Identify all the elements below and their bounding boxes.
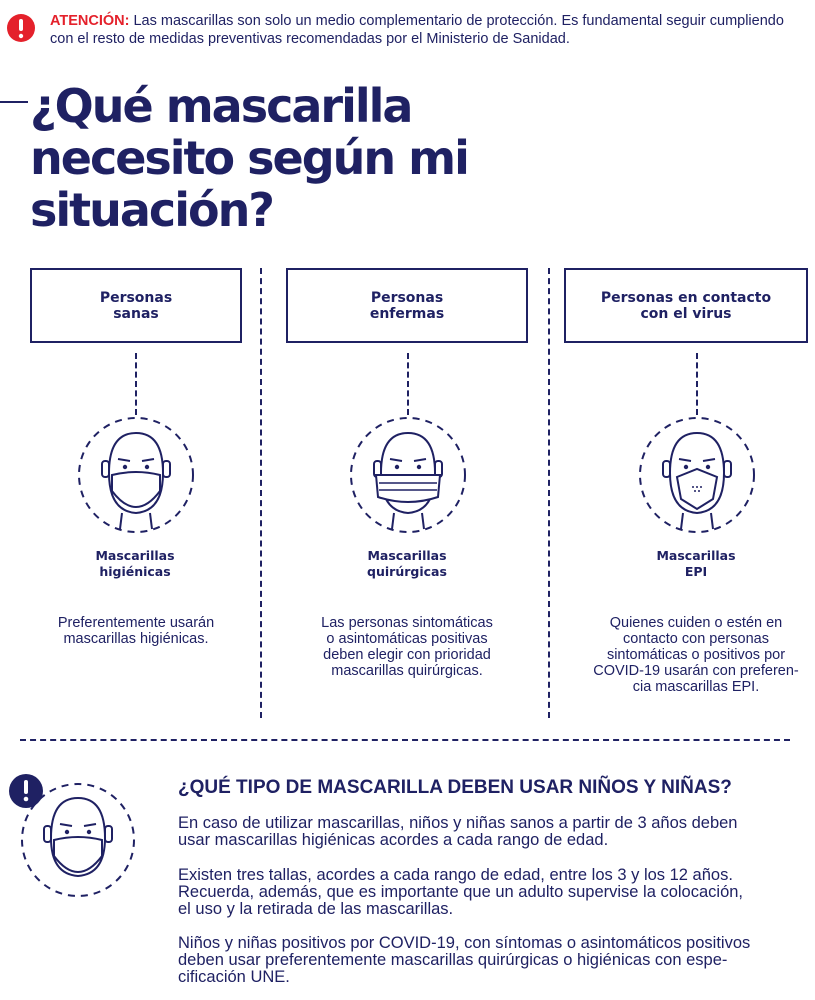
surgical-mask-face-icon xyxy=(348,415,468,535)
connector-line xyxy=(135,353,137,415)
kids-section-title: ¿QUÉ TIPO DE MASCARILLA DEBEN USAR NIÑOS Y NIÑAS? xyxy=(178,777,732,798)
mask-description: Preferentemente usarán mascarillas higiénicas. xyxy=(57,615,215,647)
page-title: ¿Qué mascarilla necesito según mi situación? xyxy=(30,79,468,237)
mask-description: Quienes cuiden o estén en contacto con personas sintomáticas o positivos por COVID-19 usarán con preferen- cia mascarillas EPI. xyxy=(593,615,799,695)
mask-type-label: Mascarillas higiénicas xyxy=(95,548,175,579)
mask-type-label: Mascarillas EPI xyxy=(656,548,736,579)
category-label: Personas enfermas xyxy=(369,289,445,322)
connector-line xyxy=(407,353,409,415)
category-box-healthy xyxy=(30,268,242,343)
epi-mask-face-icon xyxy=(637,415,757,535)
mask-type-label: Mascarillas quirúrgicas xyxy=(367,548,447,579)
child-mask-face-icon xyxy=(5,770,135,900)
category-box-sick xyxy=(286,268,528,343)
mask-description: Las personas sintomáticas o asintomáticas positivas deben elegir con prioridad mascarillas quirúrgicas. xyxy=(321,615,493,679)
exclamation-icon xyxy=(6,13,36,43)
column-separator xyxy=(548,268,550,718)
kids-paragraph: En caso de utilizar mascarillas, niños y niñas sanos a partir de 3 años deben usar mascarillas higiénicas acordes a cada rango de edad. xyxy=(178,814,738,849)
connector-line xyxy=(696,353,698,415)
category-label: Personas en contacto con el virus xyxy=(600,289,772,322)
warning-banner xyxy=(50,12,790,48)
kids-paragraph: Niños y niñas positivos por COVID-19, con síntomas o asintomáticos positivos deben usar preferentemente mascarillas quirúrgicas o higiénicas con espe- cificación UNE. xyxy=(178,934,751,986)
column-separator xyxy=(260,268,262,718)
category-box-contact xyxy=(564,268,808,343)
title-rule xyxy=(0,101,28,103)
warning-label: ATENCIÓN: xyxy=(50,13,130,29)
section-separator xyxy=(20,739,790,741)
hygienic-mask-face-icon xyxy=(76,415,196,535)
warning-text: Las mascarillas son solo un medio complementario de protección. Es fundamental seguir cumpliendo con el resto de medidas preventivas recomendadas por el Ministerio de Sanidad. xyxy=(50,13,784,47)
category-label: Personas sanas xyxy=(99,289,173,322)
kids-paragraph: Existen tres tallas, acordes a cada rango de edad, entre los 3 y los 12 años. Recuerda, además, que es importante que un adulto supervise la colocación, el uso y la retirada de las mascarillas. xyxy=(178,866,744,918)
